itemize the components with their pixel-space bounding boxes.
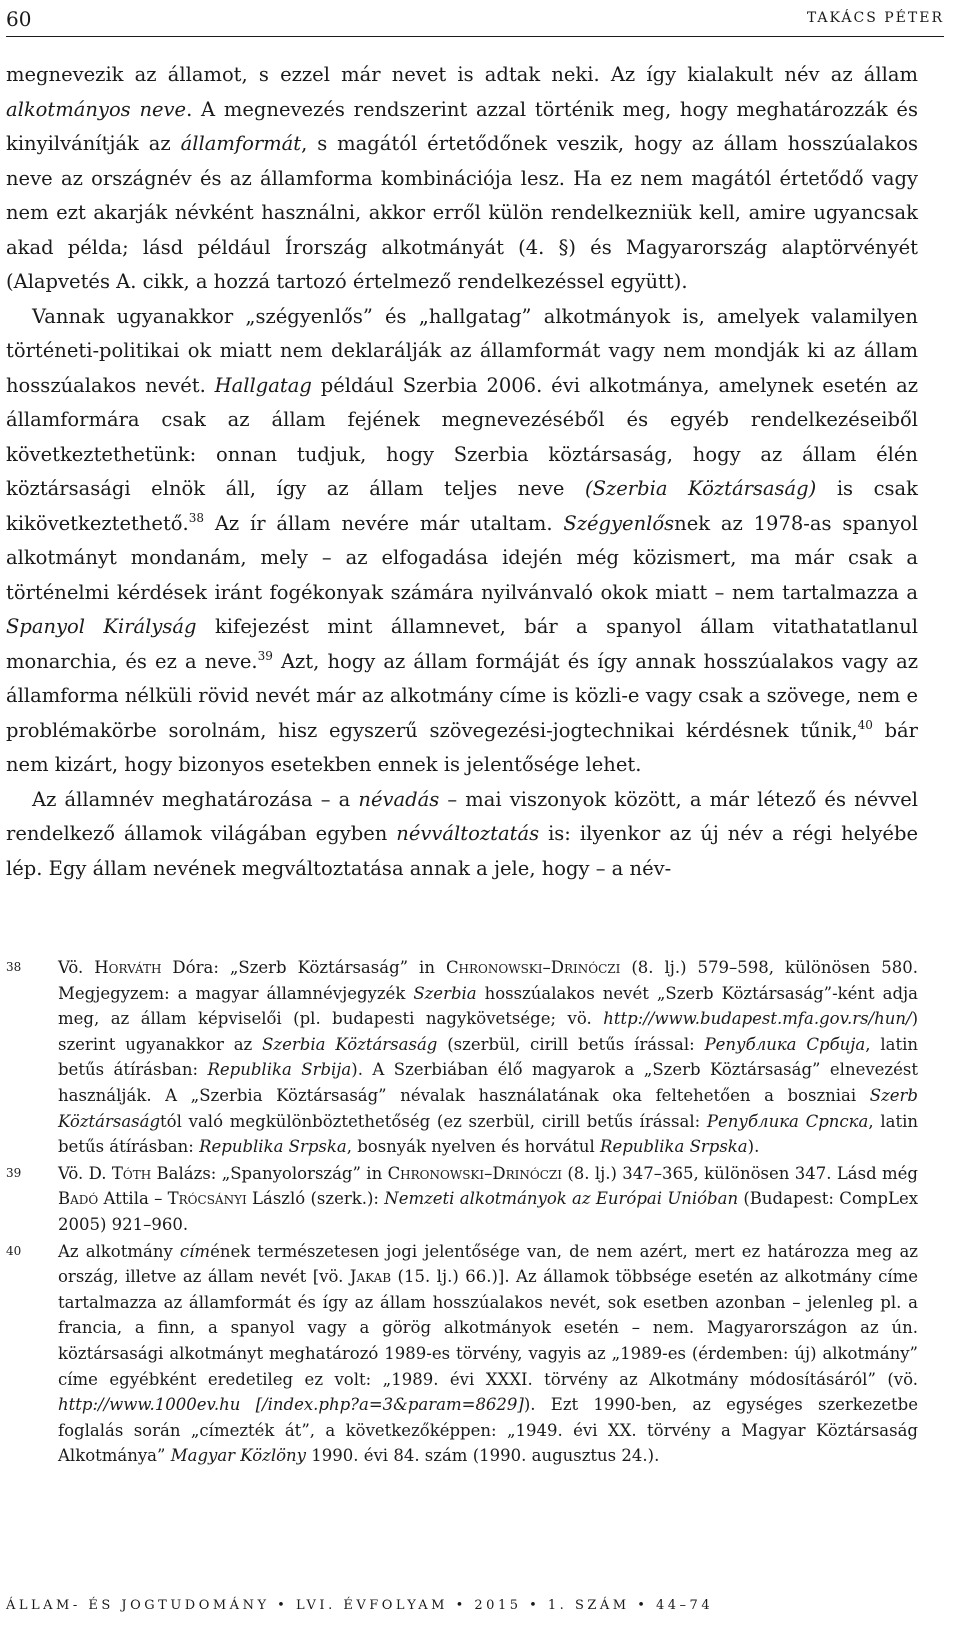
author-name: Trócsányi xyxy=(167,1189,247,1209)
italic-term: alkotmányos neve xyxy=(6,97,187,121)
text-run: ének természetesen jogi jelentősége van, de nem azért, mert ez határozza meg az ország, illetve az állam nevét [vö. xyxy=(58,1241,918,1287)
text-run: is csak kikövetkeztethető. xyxy=(6,477,918,535)
footnote-39 xyxy=(6,1161,918,1238)
journal-footer: ÁLLAM- ÉS JOGTUDOMÁNY • LVI. ÉVFOLYAM • 2015 • 1. SZÁM • 44–74 xyxy=(6,1598,714,1613)
text-run: Vö. D. xyxy=(58,1163,112,1183)
text-run: Az államnév meghatározása – a xyxy=(32,787,359,811)
url-link[interactable]: http://www.1000ev.hu [/index.php?a=3&param=8629] xyxy=(58,1395,524,1415)
text-run: . A megnevezés rendszerint azzal történik meg, hogy meghatározzák és kinyilvánítják az xyxy=(6,97,918,155)
text-run: ). A Szerbiában élő magyarok a „Szerb Köztársaság” elnevezést használják. A „Szerbia Köztársaság” névalak használatának oka feltehetően a boszniai xyxy=(58,1060,918,1105)
italic-term: (Szerbia Köztársaság) xyxy=(585,477,817,500)
paragraph-1 xyxy=(6,58,918,300)
text-run: László (szerk.): xyxy=(246,1189,385,1209)
italic-term: államformát xyxy=(180,132,302,155)
paragraph-2 xyxy=(6,300,918,783)
text-run: (Budapest: CompLex 2005) 921–960. xyxy=(58,1189,919,1234)
italic-term: cím xyxy=(179,1241,211,1261)
page-number: 60 xyxy=(6,7,32,31)
text-run: hosszúalakos nevét „Szerb Köztársaság”-ként adja meg, az állam képviselői (pl. budapesti nagykövetsége; vö. xyxy=(58,983,918,1029)
text-run: Dóra: „Szerb Köztársaság” in xyxy=(161,958,446,977)
running-author: TAKÁCS PÉTER xyxy=(806,10,944,26)
author-name: Drinóczi xyxy=(492,1163,562,1183)
text-run: kifejezést mint államnevet, bár a spanyol állam vitathatatlanul monarchia, és ez a neve. xyxy=(6,615,919,673)
text-run: nek az 1978-as spanyol alkotmányt mondanám, mely – az elfogadása idején még közismert, ma már csak a történelmi kérdések iránt fogékonyak számára nyilvánvaló okok miatt – nem tartalmazza a xyxy=(6,511,918,604)
text-run: Az alkotmány xyxy=(58,1241,180,1261)
italic-term: Република Српска xyxy=(706,1111,869,1131)
italic-term: névadás xyxy=(358,787,440,811)
text-run: Vannak ugyanakkor „szégyenlős” és „hallgatag” alkotmányok is, amelyek valamilyen történeti-politikai ok miatt nem deklarálják az államformát vagy nem mondják ki az állam hosszúalakos nevét. xyxy=(6,304,918,397)
author-name: Chronowski xyxy=(445,958,543,977)
text-run: , latin betűs átírásban: xyxy=(58,1111,919,1157)
text-run: Vö. xyxy=(58,958,95,977)
footnote-ref-38[interactable]: 38 xyxy=(188,510,204,525)
text-run: – xyxy=(542,958,551,977)
text-run: bár nem kizárt, hogy bizonyos esetekben ennek is jelentősége lehet. xyxy=(6,718,918,776)
footnote-38 xyxy=(6,955,918,1160)
italic-title: Magyar Közlöny xyxy=(170,1446,306,1466)
author-name: Badó xyxy=(58,1189,99,1209)
text-run: (szerbül, cirill betűs írással: xyxy=(437,1034,705,1054)
text-run: megnevezik az államot, s ezzel már nevet is adtak neki. Az így kialakult név az állam xyxy=(6,63,918,86)
italic-title: Nemzeti alkotmányok az Európai Unióban xyxy=(384,1189,739,1209)
url-link[interactable]: http://www.budapest.mfa.gov.rs/hun/ xyxy=(603,1009,912,1029)
italic-term: Szerb Köztársaság xyxy=(58,1085,918,1131)
italic-term: Szerbia Köztársaság xyxy=(262,1034,438,1054)
text-run: , s magától értetődőnek veszik, hogy az állam hosszúalakos neve az országnév és az államforma kombinációja lesz. Ha ez nem magától értetődő vagy nem ezt akarják névként használni, akkor erről külön rendelkezniük kell, amire ugyancsak akad példa; lásd például Írország alkotmányát (4. §) és Magyarország alaptörvényét (Alapvetés A. cikk, a hozzá tartozó értelmező rendelkezéssel együtt). xyxy=(6,132,918,293)
text-run: tól való megkülönböztethetőség (ez szerbül, cirill betűs írással: xyxy=(160,1111,707,1131)
text-run: például Szerbia 2006. évi alkotmánya, amelynek esetén az államformára csak az állam fejének megnevezéséből és egyéb rendelkezéseiből következtethetünk: onnan tudjuk, hogy Szerbia köztársaság, hogy az állam élén köztársasági elnök áll, így az állam teljes neve xyxy=(6,373,918,500)
italic-term: Spanyol Királyság xyxy=(6,615,197,638)
author-name: Jakab xyxy=(349,1267,392,1287)
text-run: ) szerint ugyanakkor az xyxy=(58,1009,918,1054)
italic-term: Republika Srpska xyxy=(600,1137,748,1157)
text-run: (8. lj.) 579–598, különösen 580. Megjegyzem: a magyar államnévjegyzék xyxy=(58,958,918,1003)
footnote-40 xyxy=(6,1239,918,1469)
author-name: Drinóczi xyxy=(550,958,621,977)
running-header xyxy=(6,6,944,37)
text-run: Attila – xyxy=(98,1189,168,1209)
text-run: ). Ezt 1990-ben, az egységes szerkezetbe foglalás során „címezték át”, a következőképpen: „1949. évi XX. törvény a Magyar Köztársaság Alkotmánya” xyxy=(58,1395,918,1466)
italic-term: Republika Srbija xyxy=(207,1060,352,1080)
footnote-number: 40 xyxy=(6,1243,22,1258)
text-run: Balázs: „Spanyolország” in xyxy=(151,1163,388,1183)
text-run: is: ilyenkor az új név a régi helyébe lép. Egy állam nevének megváltoztatása annak a jele, hogy – a név- xyxy=(6,822,918,880)
text-run: – mai viszonyok között, a már létező és névvel rendelkező államok világában egyben xyxy=(6,787,918,845)
italic-term: Szégyenlős xyxy=(563,511,675,535)
italic-term: Hallgatag xyxy=(214,373,312,397)
author-name: Tóth xyxy=(111,1163,152,1183)
text-run: ). xyxy=(747,1137,760,1157)
italic-term: névváltoztatás xyxy=(396,822,540,845)
footnote-number: 39 xyxy=(6,1165,22,1180)
text-run: , latin betűs átírásban: xyxy=(58,1034,918,1080)
text-run: Azt, hogy az állam formáját és így annak hosszúalakos vagy az államforma nélküli rövid nevét már az alkotmány címe is közli-e vagy csak a szövege, nem e problémakörbe sorolnám, hisz egyszerű szövegezési-jogtechnikai kérdésnek tűnik, xyxy=(6,649,918,742)
paragraph-3 xyxy=(6,783,918,887)
footnote-number: 38 xyxy=(6,960,22,974)
text-run: (15. lj.) 66.)]. Az államok többsége esetén az alkotmány címe tartalmazza az államformát és így az állam hosszúalakos nevét, sok esetben azonban – jelenleg pl. a francia, a finn, a spanyol vagy a görög alkotmányok esetén – nem. Magyarországon az ún. köztársasági alkotmányt meghatározó 1989-es törvény, vagyis az „1989-es (érdemben: új) alkotmány” címe egyébként eredetileg ez volt: „1989. évi XXXI. törvény az Alkotmány módosításáról” (vö. xyxy=(58,1267,919,1389)
text-run: – xyxy=(484,1163,493,1183)
author-name: Horváth xyxy=(94,958,162,977)
text-run: Az ír állam nevére már utaltam. xyxy=(204,511,564,535)
text-run: (8. lj.) 347–365, különösen 347. Lásd még xyxy=(561,1163,918,1183)
italic-term: Republika Srpska xyxy=(199,1137,347,1157)
main-text xyxy=(6,58,918,886)
footnote-ref-40[interactable]: 40 xyxy=(857,717,873,732)
text-run: , bosnyák nyelven és horvátul xyxy=(346,1137,601,1157)
footnotes xyxy=(6,955,918,1470)
text-run: 1990. évi 84. szám (1990. augusztus 24.). xyxy=(305,1446,660,1466)
footnote-ref-39[interactable]: 39 xyxy=(257,648,273,663)
italic-term: Република Србија xyxy=(704,1034,866,1054)
author-name: Chronowski xyxy=(387,1163,485,1183)
italic-term: Szerbia xyxy=(413,983,477,1003)
